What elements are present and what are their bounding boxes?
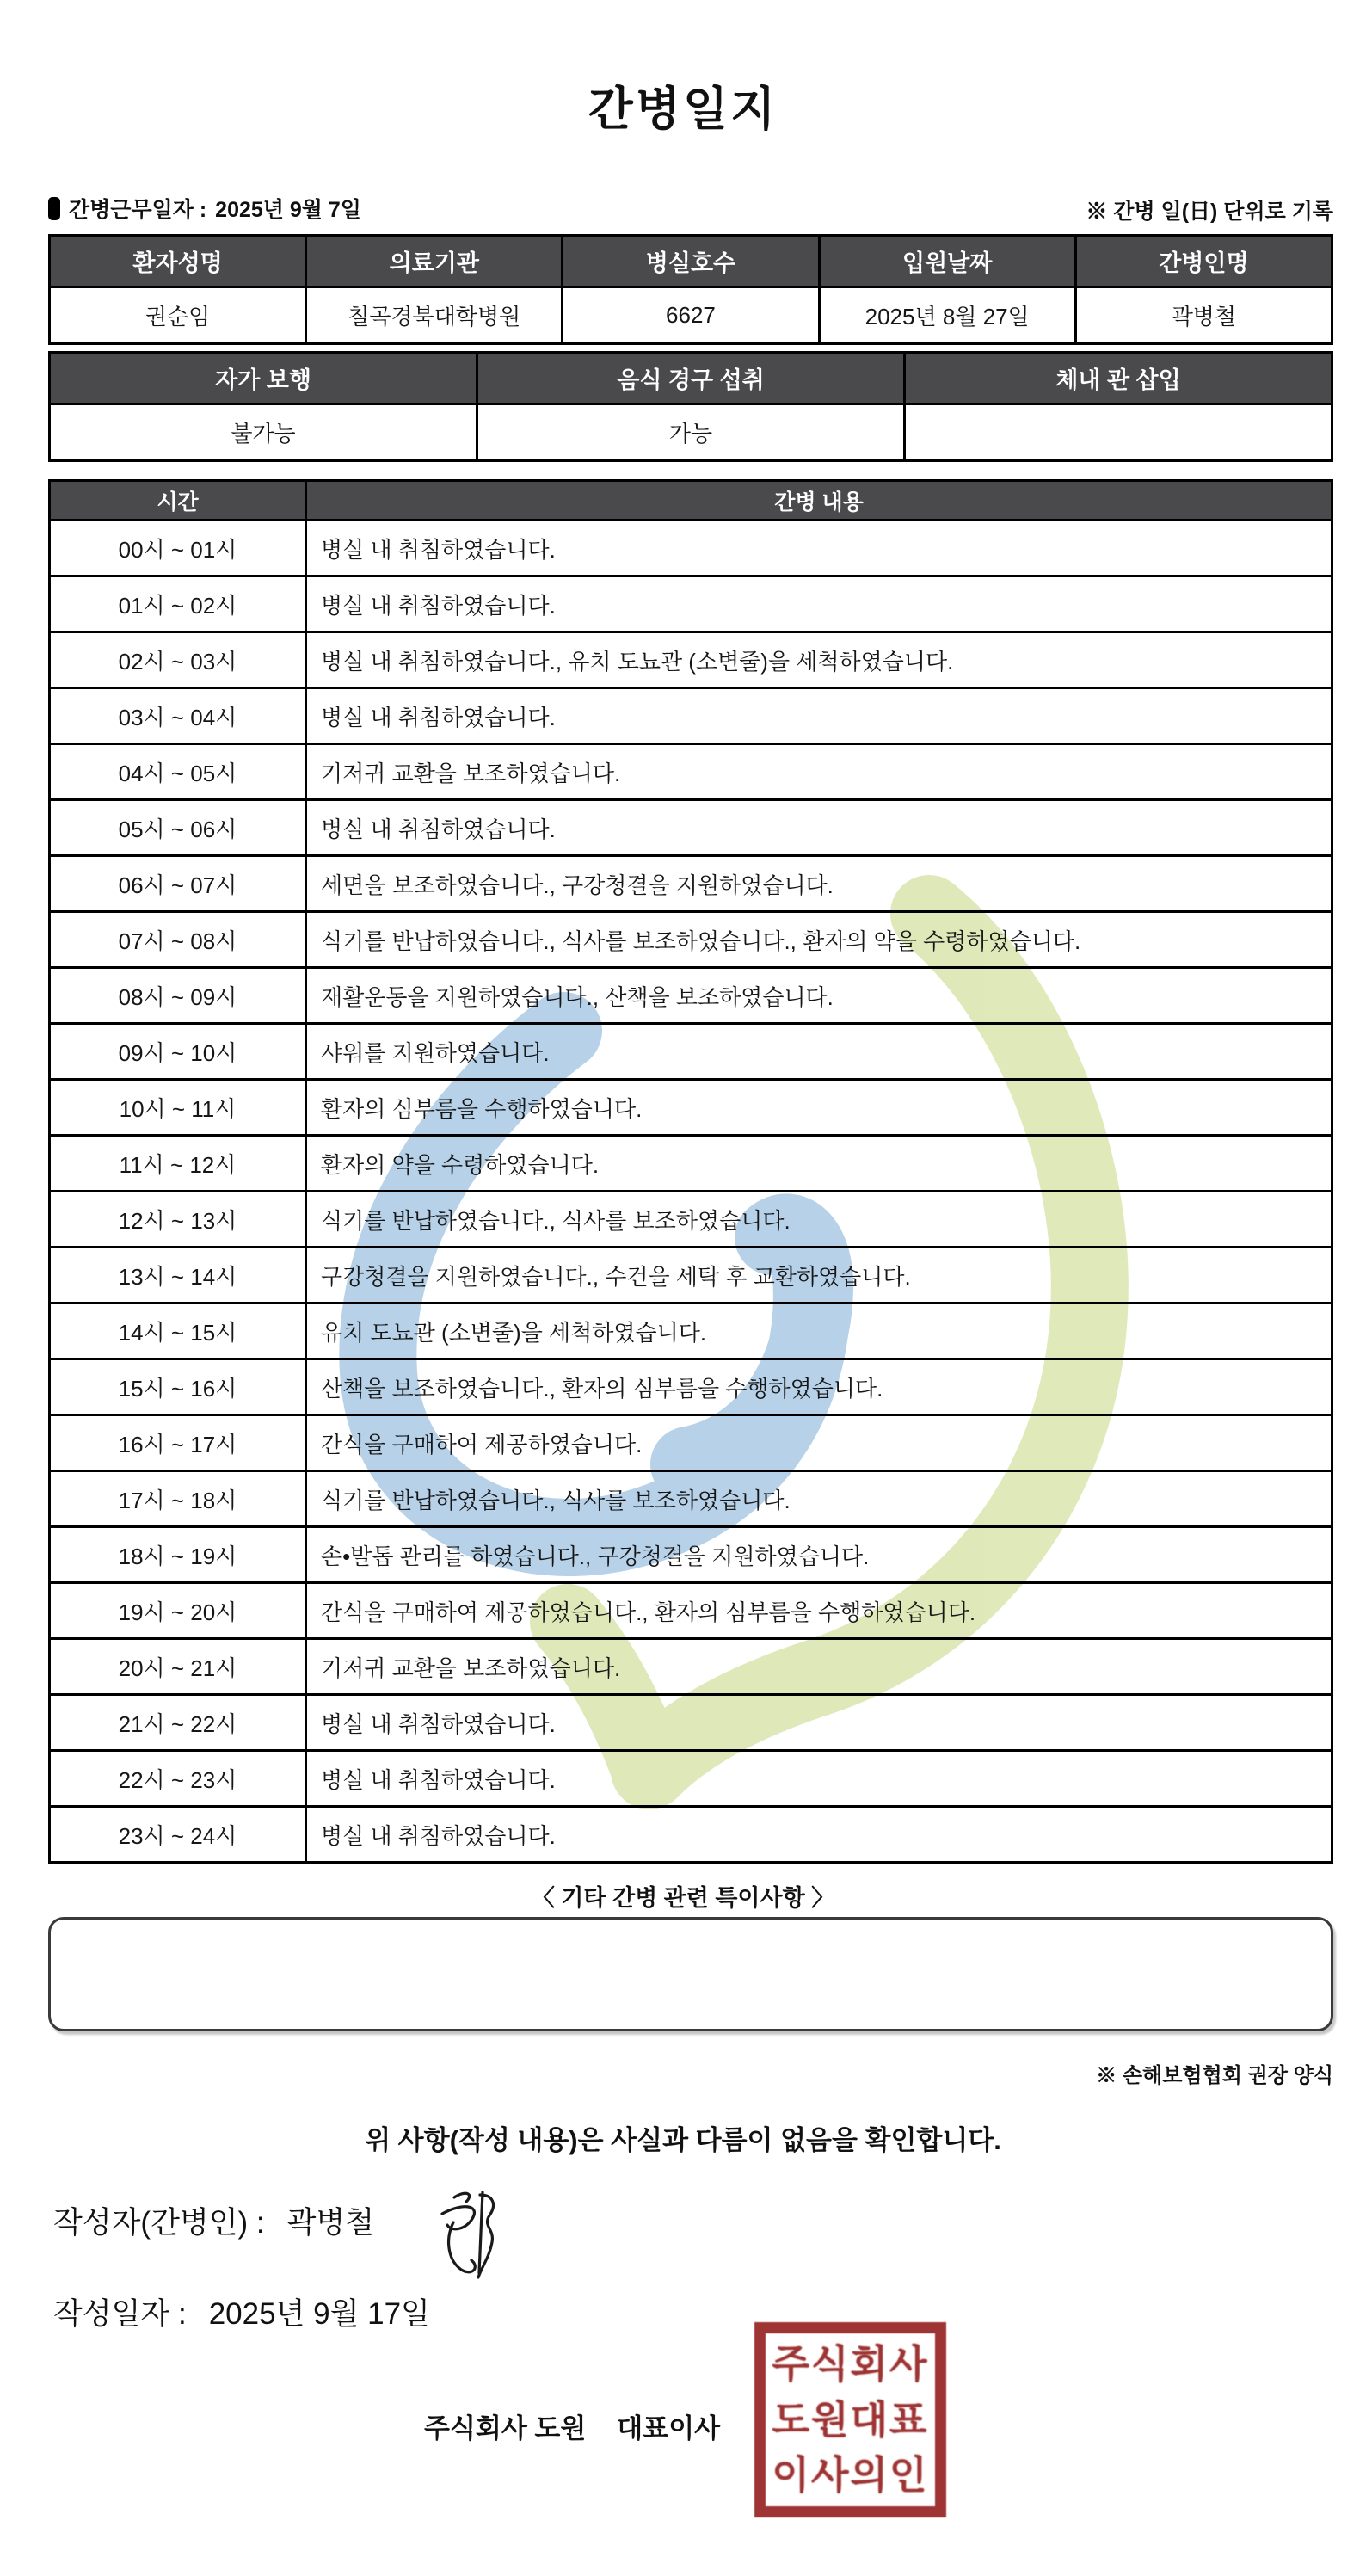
status-header-cell-0: 자가 보행 xyxy=(50,353,477,404)
care-log-content-1: 병실 내 취침하였습니다. xyxy=(306,576,1332,632)
care-log-time-8: 08시 ~ 09시 xyxy=(50,968,306,1024)
writer-name: 곽병철 xyxy=(286,2206,375,2240)
care-log-row-1 xyxy=(50,576,1332,632)
care-log-content-4: 기저귀 교환을 보조하였습니다. xyxy=(306,744,1332,800)
care-log-time-15: 15시 ~ 16시 xyxy=(50,1359,306,1415)
care-log-content-7: 식기를 반납하였습니다., 식사를 보조하였습니다., 환자의 약을 수령하였습니다. xyxy=(306,912,1332,968)
status-value-cell-2 xyxy=(905,404,1332,461)
care-log-time-12: 12시 ~ 13시 xyxy=(50,1192,306,1248)
patient-status-header-row xyxy=(50,353,1332,404)
status-value-cell-1: 가능 xyxy=(477,404,905,461)
care-log-row-23 xyxy=(50,1807,1332,1863)
patient-status-value-row xyxy=(50,404,1332,461)
patient-value-cell-4: 곽병철 xyxy=(1075,287,1332,344)
care-log-time-22: 22시 ~ 23시 xyxy=(50,1751,306,1807)
corporate-seal-stamp xyxy=(754,2322,946,2517)
care-log-content-22: 병실 내 취침하였습니다. xyxy=(306,1751,1332,1807)
patient-header-cell-2: 병실호수 xyxy=(563,236,819,287)
care-log-content-13: 구강청결을 지원하였습니다., 수건을 세탁 후 교환하였습니다. xyxy=(306,1248,1332,1303)
hourly-care-log-table xyxy=(48,479,1333,1864)
care-log-content-18: 손•발톱 관리를 하였습니다., 구강청결을 지원하였습니다. xyxy=(306,1527,1332,1583)
care-log-content-3: 병실 내 취침하였습니다. xyxy=(306,688,1332,744)
care-log-content-23: 병실 내 취침하였습니다. xyxy=(306,1807,1332,1863)
stamp-text-row-0: 주식회사 xyxy=(772,2342,929,2387)
care-log-time-19: 19시 ~ 20시 xyxy=(50,1583,306,1639)
care-log-content-17: 식기를 반납하였습니다., 식사를 보조하였습니다. xyxy=(306,1471,1332,1527)
care-log-row-22 xyxy=(50,1751,1332,1807)
care-log-row-9 xyxy=(50,1024,1332,1080)
patient-value-cell-2: 6627 xyxy=(563,287,819,344)
care-log-content-14: 유치 도뇨관 (소변줄)을 세척하였습니다. xyxy=(306,1303,1332,1359)
care-log-time-7: 07시 ~ 08시 xyxy=(50,912,306,968)
written-date-label: 작성일자 : xyxy=(53,2297,187,2331)
care-log-time-11: 11시 ~ 12시 xyxy=(50,1136,306,1192)
patient-header-cell-4: 간병인명 xyxy=(1075,236,1332,287)
care-log-content-8: 재활운동을 지원하였습니다., 산책을 보조하였습니다. xyxy=(306,968,1332,1024)
care-log-row-5 xyxy=(50,800,1332,856)
care-log-header-row xyxy=(50,481,1332,521)
care-log-time-2: 02시 ~ 03시 xyxy=(50,632,306,688)
care-log-time-9: 09시 ~ 10시 xyxy=(50,1024,306,1080)
care-log-header-cell-1: 간병 내용 xyxy=(306,481,1332,521)
care-log-time-17: 17시 ~ 18시 xyxy=(50,1471,306,1527)
written-date-value: 2025년 9월 17일 xyxy=(208,2297,430,2331)
care-log-row-12 xyxy=(50,1192,1332,1248)
care-log-content-19: 간식을 구매하여 제공하였습니다., 환자의 심부름을 수행하였습니다. xyxy=(306,1583,1332,1639)
care-log-time-21: 21시 ~ 22시 xyxy=(50,1695,306,1751)
company-ceo-line xyxy=(424,2407,720,2445)
care-log-row-7 xyxy=(50,912,1332,968)
status-header-cell-2: 체내 관 삽입 xyxy=(905,353,1332,404)
patient-info-table xyxy=(48,234,1333,345)
care-log-row-14 xyxy=(50,1303,1332,1359)
care-log-row-6 xyxy=(50,856,1332,912)
patient-value-cell-1: 칠곡경북대학병원 xyxy=(306,287,563,344)
handwritten-signature xyxy=(428,2187,511,2283)
patient-value-cell-0: 권순임 xyxy=(50,287,306,344)
special-notes-title: 〈 기타 간병 관련 특이사항 〉 xyxy=(531,1885,835,1911)
care-log-row-11 xyxy=(50,1136,1332,1192)
care-log-time-5: 05시 ~ 06시 xyxy=(50,800,306,856)
care-log-time-3: 03시 ~ 04시 xyxy=(50,688,306,744)
care-log-row-18 xyxy=(50,1527,1332,1583)
care-log-time-14: 14시 ~ 15시 xyxy=(50,1303,306,1359)
care-log-row-3 xyxy=(50,688,1332,744)
recommended-form-note: ※ 손해보험협회 권장 양식 xyxy=(1096,2064,1333,2087)
care-log-row-13 xyxy=(50,1248,1332,1303)
confirmation-statement: 위 사항(작성 내용)은 사실과 다름이 없음을 확인합니다. xyxy=(365,2125,1001,2155)
care-log-time-1: 01시 ~ 02시 xyxy=(50,576,306,632)
care-log-time-6: 06시 ~ 07시 xyxy=(50,856,306,912)
care-log-time-23: 23시 ~ 24시 xyxy=(50,1807,306,1863)
care-log-time-13: 13시 ~ 14시 xyxy=(50,1248,306,1303)
patient-value-cell-3: 2025년 8월 27일 xyxy=(819,287,1075,344)
stamp-text-row-1: 도원대표 xyxy=(772,2397,929,2442)
care-log-row-10 xyxy=(50,1080,1332,1136)
care-log-content-20: 기저귀 교환을 보조하였습니다. xyxy=(306,1639,1332,1695)
care-log-content-11: 환자의 약을 수령하였습니다. xyxy=(306,1136,1332,1192)
work-date-value: 2025년 9월 7일 xyxy=(215,198,361,222)
care-log-content-16: 간식을 구매하여 제공하였습니다. xyxy=(306,1415,1332,1471)
care-log-content-0: 병실 내 취침하였습니다. xyxy=(306,521,1332,576)
care-log-row-15 xyxy=(50,1359,1332,1415)
company-name: 주식회사 도원 xyxy=(424,2413,587,2444)
ceo-label: 대표이사 xyxy=(617,2413,721,2444)
stamp-text-row-2: 이사의인 xyxy=(772,2452,929,2497)
status-header-cell-1: 음식 경구 섭취 xyxy=(477,353,905,404)
care-log-row-8 xyxy=(50,968,1332,1024)
care-log-content-15: 산책을 보조하였습니다., 환자의 심부름을 수행하였습니다. xyxy=(306,1359,1332,1415)
special-notes-box[interactable] xyxy=(48,1917,1333,2031)
care-log-row-0 xyxy=(50,521,1332,576)
care-log-content-12: 식기를 반납하였습니다., 식사를 보조하였습니다. xyxy=(306,1192,1332,1248)
care-log-content-5: 병실 내 취침하였습니다. xyxy=(306,800,1332,856)
patient-status-table xyxy=(48,351,1333,462)
page-title: 간병일지 xyxy=(588,83,778,135)
care-log-content-10: 환자의 심부름을 수행하였습니다. xyxy=(306,1080,1332,1136)
patient-info-header-row xyxy=(50,236,1332,287)
care-log-row-2 xyxy=(50,632,1332,688)
patient-header-cell-1: 의료기관 xyxy=(306,236,563,287)
care-log-content-21: 병실 내 취침하였습니다. xyxy=(306,1695,1332,1751)
care-log-time-18: 18시 ~ 19시 xyxy=(50,1527,306,1583)
care-log-time-16: 16시 ~ 17시 xyxy=(50,1415,306,1471)
care-log-content-9: 샤워를 지원하였습니다. xyxy=(306,1024,1332,1080)
square-bullet-icon xyxy=(48,197,60,220)
care-log-time-10: 10시 ~ 11시 xyxy=(50,1080,306,1136)
care-log-row-17 xyxy=(50,1471,1332,1527)
care-log-content-6: 세면을 보조하였습니다., 구강청결을 지원하였습니다. xyxy=(306,856,1332,912)
writer-label: 작성자(간병인) : xyxy=(53,2206,265,2240)
care-log-header-cell-0: 시간 xyxy=(50,481,306,521)
patient-header-cell-3: 입원날짜 xyxy=(819,236,1075,287)
care-log-row-16 xyxy=(50,1415,1332,1471)
patient-header-cell-0: 환자성명 xyxy=(50,236,306,287)
care-log-time-4: 04시 ~ 05시 xyxy=(50,744,306,800)
care-log-row-4 xyxy=(50,744,1332,800)
care-log-row-21 xyxy=(50,1695,1332,1751)
work-date-line xyxy=(48,193,361,224)
care-log-content-2: 병실 내 취침하였습니다., 유치 도뇨관 (소변줄)을 세척하였습니다. xyxy=(306,632,1332,688)
work-date-label: 간병근무일자 : xyxy=(69,198,207,222)
care-log-time-20: 20시 ~ 21시 xyxy=(50,1639,306,1695)
unit-note: ※ 간병 일(日) 단위로 기록 xyxy=(1086,200,1333,224)
care-log-row-19 xyxy=(50,1583,1332,1639)
care-log-time-0: 00시 ~ 01시 xyxy=(50,521,306,576)
status-value-cell-0: 불가능 xyxy=(50,404,477,461)
written-date-line xyxy=(53,2290,430,2333)
writer-line xyxy=(53,2199,374,2242)
patient-info-value-row xyxy=(50,287,1332,344)
care-log-row-20 xyxy=(50,1639,1332,1695)
